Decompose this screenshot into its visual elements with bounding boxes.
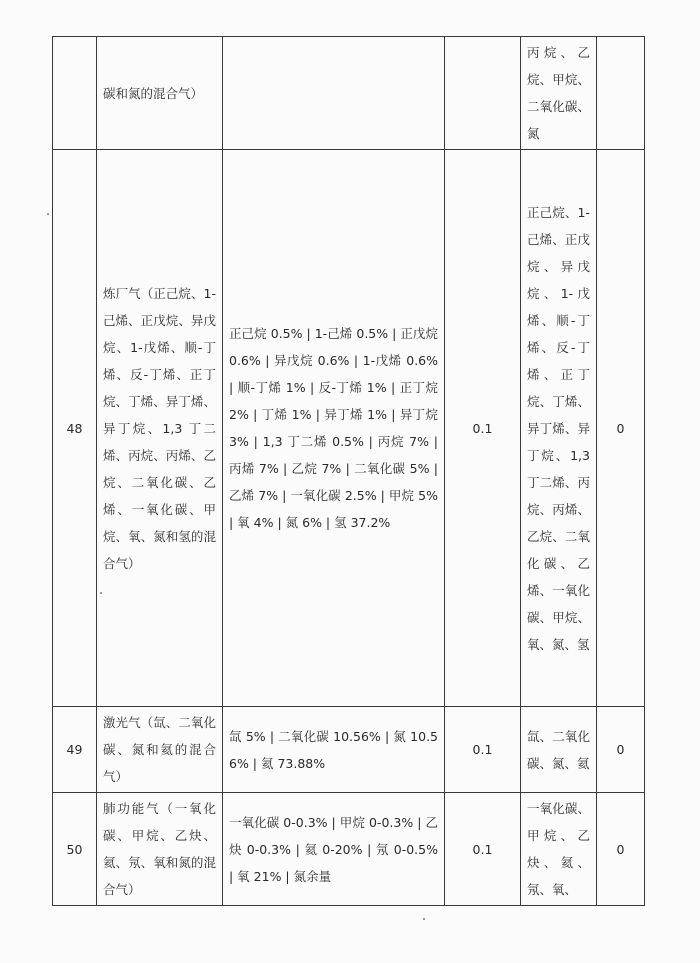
gas-specification-table	[52, 36, 645, 906]
table-row	[53, 150, 645, 707]
row-number: 50	[53, 793, 97, 906]
result-value: 0	[597, 793, 645, 906]
gas-name: 碳和氮的混合气）	[97, 37, 223, 150]
rate-value: 0.1	[445, 150, 521, 707]
gas-name: 炼厂气（正己烷、1-己烯、正戊烷、异戊烷、1-戊烯、顺-丁烯、反-丁烯、正丁烷、丁烯、异丁烯、异丁烷、1,3 丁二烯、丙烷、丙烯、乙烷、二氧化碳、乙烯、一氧化碳、甲烷、氧、氮和氢的混合气）	[97, 150, 223, 707]
rate-value	[445, 37, 521, 150]
scan-speck	[47, 213, 49, 215]
gas-composition: 氙 5% | 二氧化碳 10.56% | 氮 10.56% | 氦 73.88%	[223, 707, 445, 793]
gas-name: 肺功能气（一氧化碳、甲烷、乙炔、氦、氖、氧和氮的混合气）	[97, 793, 223, 906]
component-list: 氙、二氧化碳、氮、氦	[521, 707, 597, 793]
gas-composition	[223, 37, 445, 150]
component-list: 丙烷、乙烷、甲烷、二氧化碳、氮	[521, 37, 597, 150]
rate-value: 0.1	[445, 793, 521, 906]
table-row	[53, 37, 645, 150]
row-number: 48	[53, 150, 97, 707]
table-row	[53, 793, 645, 906]
component-list: 一氧化碳、甲烷、乙炔、氦、氖、氧、	[521, 793, 597, 906]
gas-name: 激光气（氙、二氧化碳、氮和氦的混合气）	[97, 707, 223, 793]
scan-speck	[100, 592, 102, 594]
result-value: 0	[597, 150, 645, 707]
row-number	[53, 37, 97, 150]
scan-speck	[423, 918, 425, 920]
result-value: 0	[597, 707, 645, 793]
table-row	[53, 707, 645, 793]
result-value	[597, 37, 645, 150]
gas-composition: 正己烷 0.5% | 1-己烯 0.5% | 正戊烷 0.6% | 异戊烷 0.6% | 1-戊烯 0.6% | 顺-丁烯 1% | 反-丁烯 1% | 正丁烷 2% | 丁烯 1% | 异丁烯 1% | 异丁烷 3% | 1,3 丁二烯 0.5% | 丙烷 7% | 丙烯 7% | 乙烷 7% | 二氧化碳 5% | 乙烯 7% | 一氧化碳 2.5% | 甲烷 5% | 氧 4% | 氮 6% | 氢 37.2%	[223, 150, 445, 707]
rate-value: 0.1	[445, 707, 521, 793]
gas-composition: 一氧化碳 0-0.3% | 甲烷 0-0.3% | 乙炔 0-0.3% | 氦 0-20% | 氖 0-0.5% | 氧 21% | 氮余量	[223, 793, 445, 906]
row-number: 49	[53, 707, 97, 793]
component-list: 正己烷、1-己烯、正戊烷、异戊烷、1-戊烯、顺-丁烯、反-丁烯、正丁烷、丁烯、异丁烯、异丁烷、1,3 丁二烯、丙烷、丙烯、乙烷、二氧化碳、乙烯、一氧化碳、甲烷、氧、氮、氢	[521, 150, 597, 707]
